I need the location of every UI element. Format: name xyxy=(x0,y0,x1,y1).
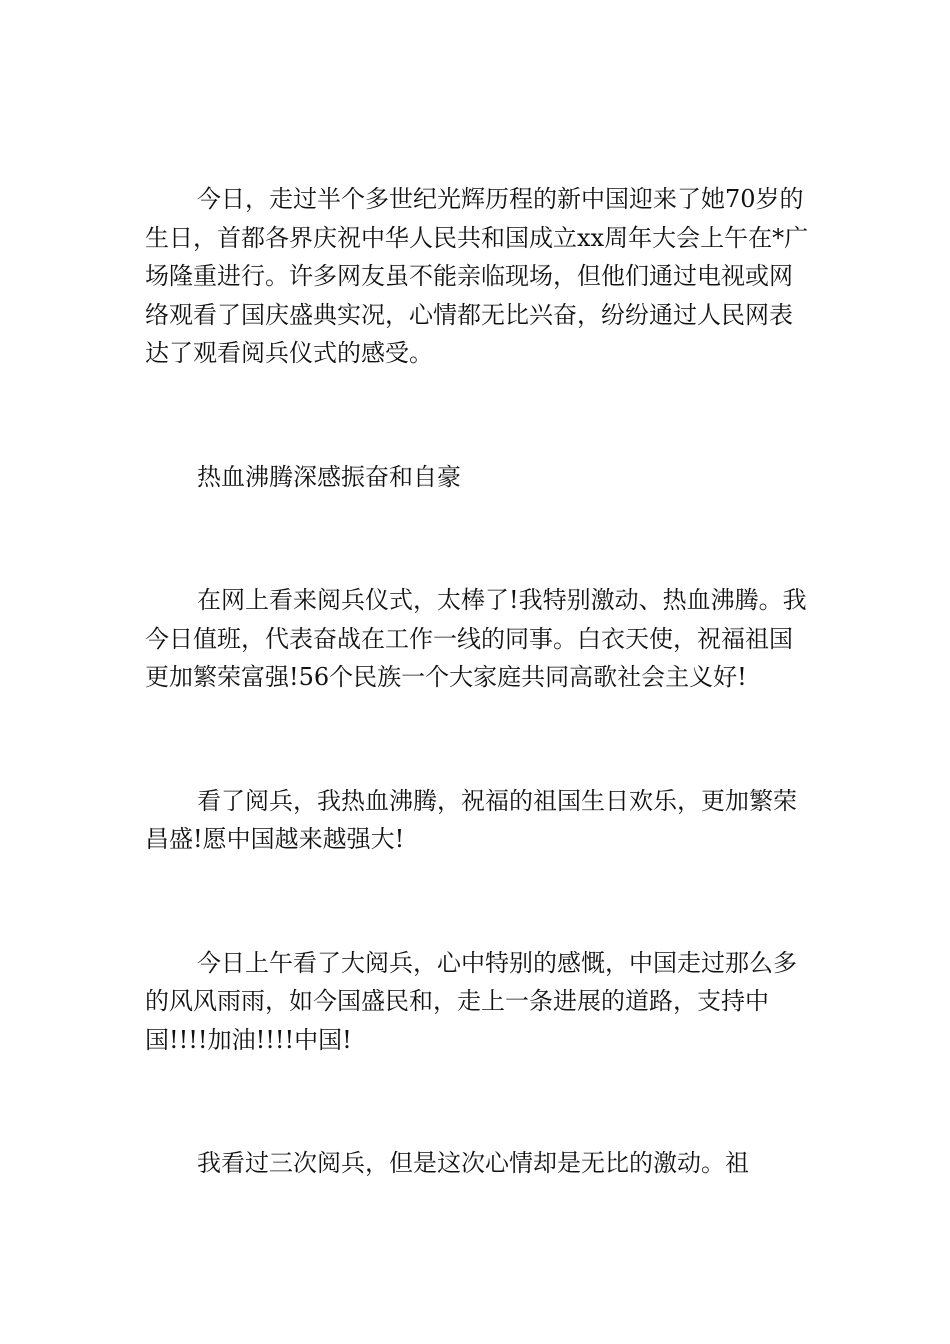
paragraph-comment-3: 今日上午看了大阅兵，心中特别的感慨，中国走过那么多的风风雨雨，如今国盛民和，走上一条进展的道路，支持中国!!!!加油!!!!中国! xyxy=(145,948,797,1054)
paragraph-gap xyxy=(145,373,811,458)
paragraph-comment-4: 我看过三次阅兵，但是这次心情却是无比的激动。祖 xyxy=(197,1149,749,1177)
paragraph-gap xyxy=(145,697,811,782)
paragraph-comment-2: 看了阅兵，我热血沸腾，祝福的祖国生日欢乐，更加繁荣昌盛!愿中国越来越强大! xyxy=(145,786,797,853)
paragraph-gap xyxy=(145,1059,811,1144)
paragraph-intro: 今日，走过半个多世纪光辉历程的新中国迎来了她70岁的生日，首都各界庆祝中华人民共和国成立xx周年大会上午在*广场隆重进行。许多网友虽不能亲临现场，但他们通过电视或网络观看了国庆盛典实况，心情都无比兴奋，纷纷通过人民网表达了观看阅兵仪式的感受。 xyxy=(145,185,809,367)
paragraph-gap xyxy=(145,859,811,944)
paragraph-gap xyxy=(145,496,811,581)
paragraph-comment-1: 在网上看来阅兵仪式，太棒了!我特别激动、热血沸腾。我今日值班，代表奋战在工作一线的同事。白衣天使，祝福祖国更加繁荣富强!56个民族一个大家庭共同高歌社会主义好! xyxy=(145,586,807,691)
section-heading: 热血沸腾深感振奋和自豪 xyxy=(197,462,461,491)
document-body xyxy=(145,180,811,1183)
